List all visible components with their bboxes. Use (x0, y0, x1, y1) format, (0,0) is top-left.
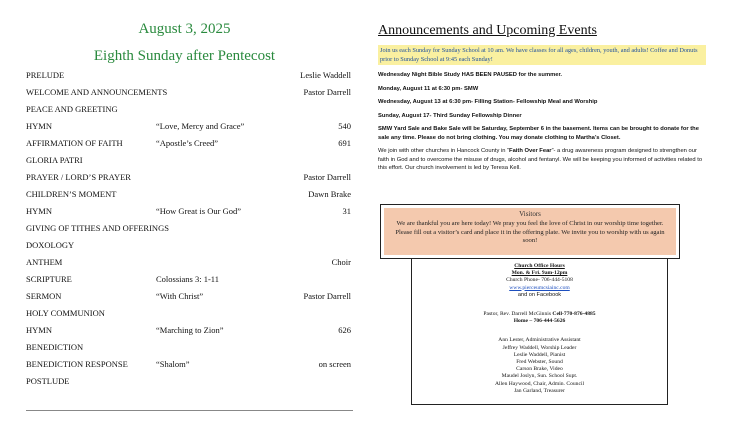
worship-item (26, 152, 353, 169)
visitors-message: We are thankful you are here today! We pray you feel the love of Christ in our worship time together. Please fill out a visitor’s card and place it in the offering plate. We invite you to worship with us again soon! (395, 220, 665, 245)
worship-item-leader: Dawn Brake (308, 189, 351, 199)
worship-item-name: HYMN (26, 206, 52, 216)
office-hours-heading: Church Office Hours (514, 263, 565, 269)
worship-item (26, 220, 353, 237)
worship-item (26, 118, 353, 135)
pastor-home: Home – 706-444-5626 (513, 318, 566, 325)
worship-item-leader: on screen (318, 359, 351, 369)
worship-item-title: “With Christ” (156, 291, 204, 301)
worship-item-title: “How Great is Our God” (156, 206, 241, 216)
bottom-divider (26, 410, 353, 411)
faith-text-pre: We join with other churches in Hancock County in “ (378, 148, 510, 154)
worship-item (26, 84, 353, 101)
worship-item-leader: 540 (338, 121, 351, 131)
worship-item-title: “Shalom” (156, 359, 190, 369)
worship-item (26, 67, 353, 84)
faith-program-name: Faith Over Fear (509, 148, 552, 154)
staff-member: Jan Garland, Treasurer (514, 387, 565, 394)
worship-item-leader: 691 (338, 138, 351, 148)
visitors-box (380, 204, 680, 259)
church-phone: Church Phone- 706-444-5108 (506, 277, 573, 284)
worship-item (26, 135, 353, 152)
liturgical-day: Eighth Sunday after Pentecost (93, 48, 276, 64)
worship-item-name: PRAYER / LORD’S PRAYER (26, 172, 131, 182)
staff-list (412, 337, 667, 395)
yard-sale-notice: SMW Yard Sale and Bake Sale will be Saturday, September 6 in the basement. Items can be brought to donate for the sale any time. Please do not bring clothing. You may donate clothing to Martha’s Closet. (378, 126, 699, 141)
bible-study-notice: Wednesday Night Bible Study HAS BEEN PAUSED for the summer. (378, 72, 563, 78)
church-office-box (411, 258, 668, 405)
faith-over-fear-notice (378, 147, 706, 173)
sunday-school-highlight: Join us each Sunday for Sunday School at 10 am. We have classes for all ages, children, youth, and adults! Coffee and Donuts prior to Sunday School at 9:45 each Sunday! (378, 45, 706, 65)
third-sunday-event: Sunday, August 17- Third Sunday Fellowship Dinner (378, 112, 522, 119)
staff-member: Carson Brake, Video (516, 366, 563, 373)
worship-item-name: SCRIPTURE (26, 274, 72, 284)
pastor-contact (412, 311, 667, 318)
worship-item-name: GIVING OF TITHES AND OFFERINGS (26, 223, 169, 233)
filling-station-event: Wednesday, August 13 at 6:30 pm- Filling Station- Fellowship Meal and Worship (378, 99, 598, 105)
worship-item (26, 373, 353, 390)
worship-item (26, 203, 353, 220)
office-hours: Mon. & Fri. 9am-12pm (511, 270, 568, 277)
worship-item (26, 169, 353, 186)
order-of-worship (26, 67, 353, 390)
worship-item (26, 237, 353, 254)
staff-member: Jeffrey Waddell, Worship Leader (502, 344, 577, 351)
worship-item-name: POSTLUDE (26, 376, 70, 386)
worship-item-name: WELCOME AND ANNOUNCEMENTS (26, 87, 168, 97)
pastor-cell: Cell-770-876-4885 (552, 311, 596, 318)
worship-item (26, 101, 353, 118)
smw-event: Monday, August 11 at 6:30 pm- SMW (378, 85, 479, 92)
worship-item-name: DOXOLOGY (26, 240, 75, 250)
worship-item-leader: 31 (342, 206, 351, 216)
facebook-note: and on Facebook (517, 291, 562, 298)
faith-text-post: ”- a drug awareness program designed to strengthen our faith in God and to overcome the misuse of drugs, alcohol and fentanyl. We will be keeping you informed of activities related to this effort. Our church involvement is led by Teresa Kell. (378, 148, 703, 171)
order-of-worship-column (26, 20, 353, 386)
worship-item (26, 356, 353, 373)
worship-item-leader: Pastor Darrell (303, 87, 351, 97)
worship-item (26, 254, 353, 271)
worship-item (26, 339, 353, 356)
worship-item-name: SERMON (26, 291, 62, 301)
worship-item (26, 271, 353, 288)
worship-item-name: ANTHEM (26, 257, 63, 267)
staff-member: Maudel Joslyn, Sun. School Supt. (501, 373, 578, 380)
visitors-title: Visitors (519, 210, 541, 218)
worship-item (26, 305, 353, 322)
worship-item-leader: Pastor Darrell (303, 291, 351, 301)
worship-item-title: Colossians 3: 1-11 (156, 274, 219, 284)
worship-item (26, 288, 353, 305)
worship-item-leader: Leslie Waddell (300, 70, 351, 80)
staff-member: Leslie Waddell, Pianist (513, 351, 566, 358)
announcements-title: Announcements and Upcoming Events (378, 23, 597, 38)
worship-item-leader: Choir (331, 257, 351, 267)
announcements-column (378, 23, 706, 173)
worship-item-name: HOLY COMMUNION (26, 308, 105, 318)
worship-item-name: BENEDICTION RESPONSE (26, 359, 128, 369)
worship-item (26, 322, 353, 339)
worship-item-name: CHILDREN’S MOMENT (26, 189, 117, 199)
staff-member: Allen Haywood, Chair, Admin. Council (494, 380, 585, 387)
worship-item-title: “Apostle’s Creed” (156, 138, 219, 148)
staff-member: Fred Webster, Sound (516, 359, 563, 366)
worship-item-title: “Love, Mercy and Grace” (156, 121, 245, 131)
church-website-link[interactable]: www.pierceumcsiainc.com (509, 284, 570, 291)
pastor-name: Pastor, Rev. Darrell McGinnis (483, 311, 553, 318)
worship-item (26, 186, 353, 203)
worship-item-leader: Pastor Darrell (303, 172, 351, 182)
visitors-panel (384, 208, 676, 255)
worship-item-name: GLORIA PATRI (26, 155, 83, 165)
worship-item-name: AFFIRMATION OF FAITH (26, 138, 123, 148)
worship-item-leader: 626 (338, 325, 351, 335)
staff-member: Ann Lester, Administrative Assistant (498, 337, 581, 344)
worship-item-name: HYMN (26, 325, 52, 335)
worship-item-title: “Marching to Zion” (156, 325, 224, 335)
worship-item-name: PEACE AND GREETING (26, 104, 118, 114)
worship-item-name: BENEDICTION (26, 342, 84, 352)
service-date: August 3, 2025 (138, 21, 231, 37)
worship-item-name: HYMN (26, 121, 52, 131)
worship-item-name: PRELUDE (26, 70, 65, 80)
